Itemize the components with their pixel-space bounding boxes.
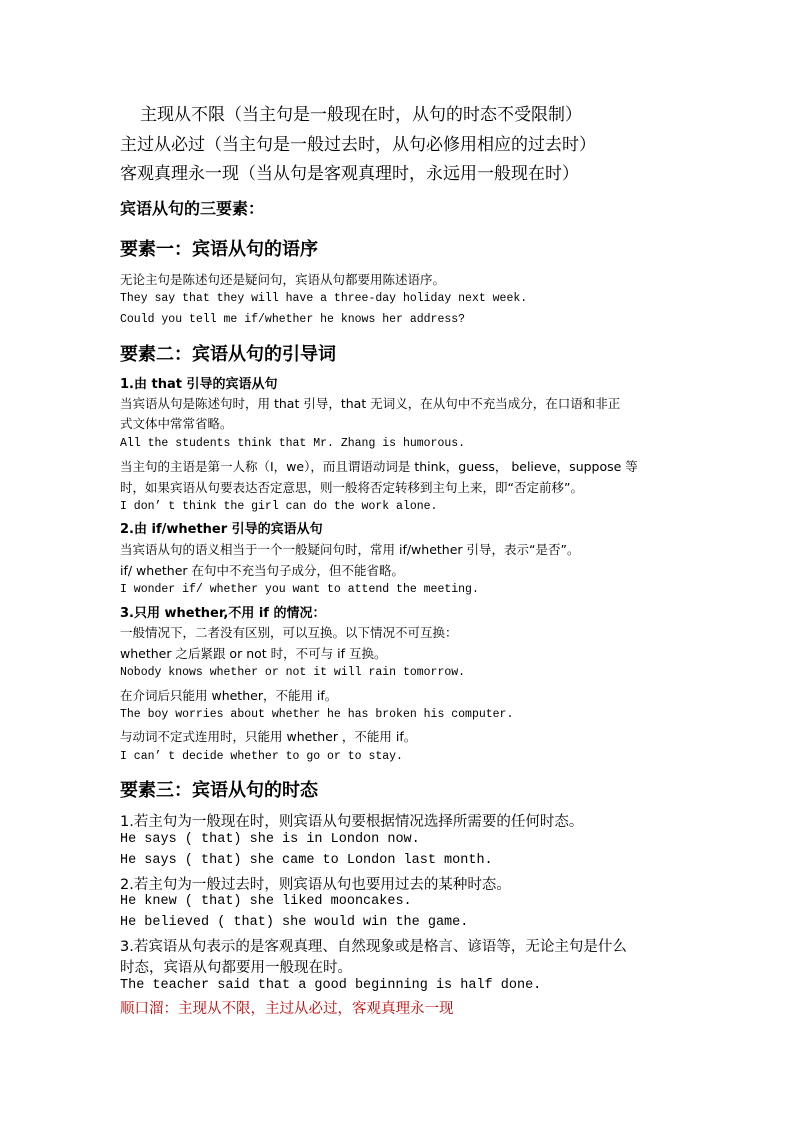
s2-sub-2: 2.由 if/whether 引导的宾语从句	[120, 522, 323, 537]
s3-rule-3b: 时态，宾语从句都要用一般现在时。	[120, 960, 352, 976]
s2-para-5: 一般情况下，二者没有区别，可以互换。以下情况不可互换：	[120, 625, 458, 640]
summary-rhyme: 顺口溜：主现从不限，主过从必过，客观真理永一现	[120, 1001, 454, 1017]
s2-sub-3: 3.只用 whether,不用 if 的情况：	[120, 606, 326, 621]
section-2-heading: 要素二：宾语从句的引导词	[120, 344, 336, 365]
s3-example-4: He believed ( that) she would win the game.	[120, 915, 469, 930]
s3-rule-2: 2.若主句为一般过去时，则宾语从句也要用过去的某种时态。	[120, 877, 511, 893]
s3-example-5: The teacher said that a good beginning is half done.	[120, 978, 542, 993]
rhyme-line-1: 主现从不限（当主句是一般现在时，从句的时态不受限制）	[140, 105, 582, 125]
s2-para-2b: 时，如果宾语从句要表达否定意思，则一般将否定转移到主句上来，即“否定前移”。	[120, 480, 583, 495]
s2-para-1a: 当宾语从句是陈述句时，用 that 引导，that 无词义，在从句中不充当成分，在口语和非正	[120, 396, 621, 411]
rhyme-line-2: 主过从必过（当主句是一般过去时，从句必修用相应的过去时）	[120, 135, 596, 155]
s2-para-7: 在介词后只能用 whether，不能用 if。	[120, 688, 338, 703]
s1-example-2: Could you tell me if/whether he knows her address?	[120, 313, 466, 326]
rhyme-line-3: 客观真理永一现（当从句是客观真理时，永远用一般现在时）	[120, 164, 579, 184]
s1-example-1: They say that they will have a three-day holiday next week.	[120, 292, 528, 305]
s2-example-3: I wonder if/ whether you want to attend the meeting.	[120, 583, 479, 596]
s2-example-1: All the students think that Mr. Zhang is humorous.	[120, 437, 466, 450]
s3-rule-3a: 3.若宾语从句表示的是客观真理、自然现象或是格言、谚语等，无论主句是什么	[120, 939, 627, 955]
s2-sub-1: 1.由 that 引导的宾语从句	[120, 377, 278, 392]
s3-rule-1: 1.若主句为一般现在时，则宾语从句要根据情况选择所需要的任何时态。	[120, 814, 584, 830]
s2-para-2a: 当主句的主语是第一人称（I，we），而且谓语动词是 think，guess， believe，suppose 等	[120, 459, 638, 474]
s2-example-6: I can’ t decide whether to go or to stay.	[120, 750, 403, 763]
s2-para-1b: 式文体中常常省略。	[120, 416, 233, 431]
s2-para-8: 与动词不定式连用时，只能用 whether ，不能用 if。	[120, 729, 417, 744]
s3-example-2: He says ( that) she came to London last month.	[120, 853, 493, 868]
s2-para-6: whether 之后紧跟 or not 时，不可与 if 互换。	[120, 646, 387, 661]
s3-example-3: He knew ( that) she liked mooncakes.	[120, 894, 412, 909]
s2-para-3: 当宾语从句的语义相当于一个一般疑问句时，常用 if/whether 引导，表示“是否”。	[120, 542, 580, 557]
section-1-heading: 要素一：宾语从句的语序	[120, 239, 318, 260]
s2-example-4: Nobody knows whether or not it will rain tomorrow.	[120, 666, 466, 679]
s2-example-5: The boy worries about whether he has broken his computer.	[120, 708, 514, 721]
s2-example-2: I don’ t think the girl can do the work alone.	[120, 500, 438, 513]
page-title: 宾语从句的三要素：	[120, 199, 265, 218]
s3-example-1: He says ( that) she is in London now.	[120, 832, 420, 847]
section-3-heading: 要素三：宾语从句的时态	[120, 780, 318, 801]
s1-rule: 无论主句是陈述句还是疑问句，宾语从句都要用陈述语序。	[120, 272, 446, 287]
s2-para-4: if/ whether 在句中不充当句子成分，但不能省略。	[120, 563, 405, 578]
